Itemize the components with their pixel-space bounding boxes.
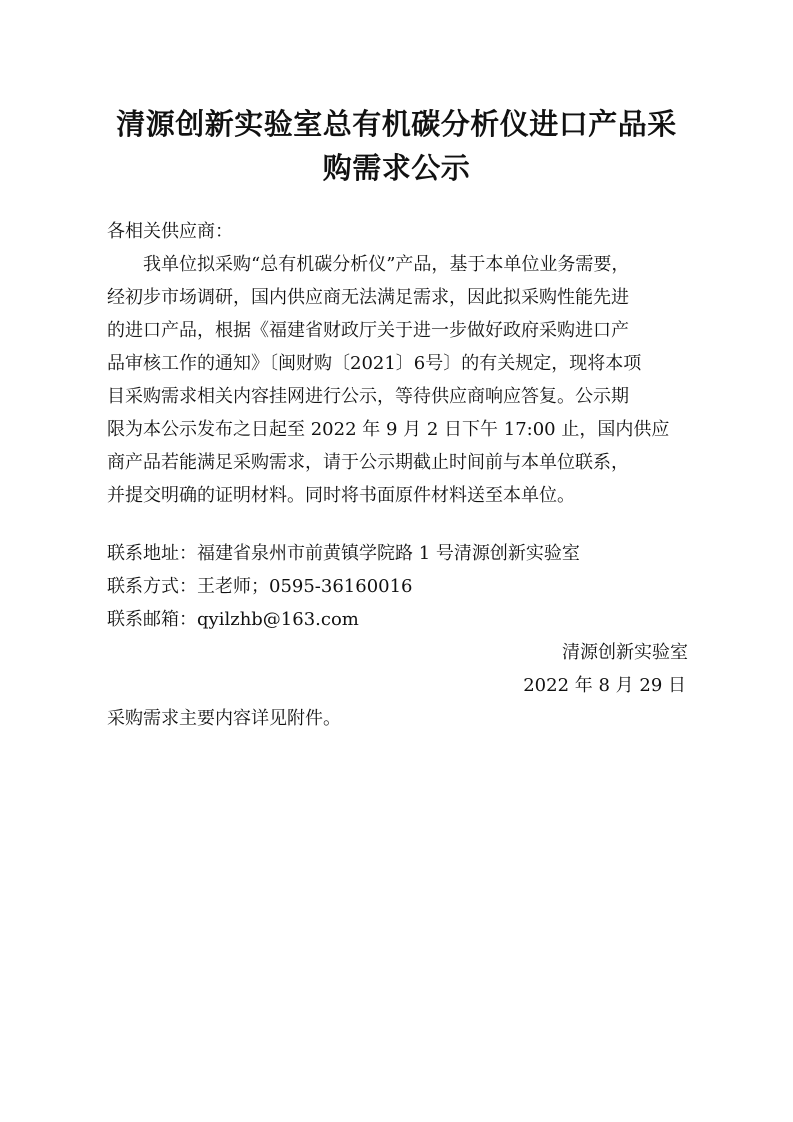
body-line-7: 商产品若能满足采购需求，请于公示期截止时间前与本单位联系， <box>107 452 629 473</box>
body-line-3: 的进口产品，根据《福建省财政厅关于进一步做好政府采购进口产 <box>107 320 629 341</box>
contact-phone: 联系方式：王老师；0595-36160016 <box>107 576 413 597</box>
body-line-2: 经初步市场调研，国内供应商无法满足需求，因此拟采购性能先进 <box>107 287 629 308</box>
contact-address: 联系地址：福建省泉州市前黄镇学院路 1 号清源创新实验室 <box>107 543 580 564</box>
body-line-8: 并提交明确的证明材料。同时将书面原件材料送至本单位。 <box>107 485 575 506</box>
body-line-6: 限为本公示发布之日起至 2022 年 9 月 2 日下午 17:00 止，国内供应 <box>107 419 670 440</box>
contact-email: 联系邮箱：qyilzhb@163.com <box>107 609 359 630</box>
signature-date: 2022 年 8 月 29 日 <box>523 675 686 696</box>
attachment-note: 采购需求主要内容详见附件。 <box>107 708 341 729</box>
body-line-4: 品审核工作的通知》〔闽财购〔2021〕6号〕的有关规定，现将本项 <box>107 353 642 374</box>
document-title-line-2: 购需求公示 <box>322 151 471 185</box>
signature-organization: 清源创新实验室 <box>562 642 688 663</box>
document-title-line-1: 清源创新实验室总有机碳分析仪进口产品采 <box>116 107 677 141</box>
salutation: 各相关供应商： <box>107 221 233 242</box>
body-line-1: 我单位拟采购“总有机碳分析仪”产品，基于本单位业务需要， <box>107 254 630 275</box>
body-line-5: 目采购需求相关内容挂网进行公示，等待供应商响应答复。公示期 <box>107 386 629 407</box>
